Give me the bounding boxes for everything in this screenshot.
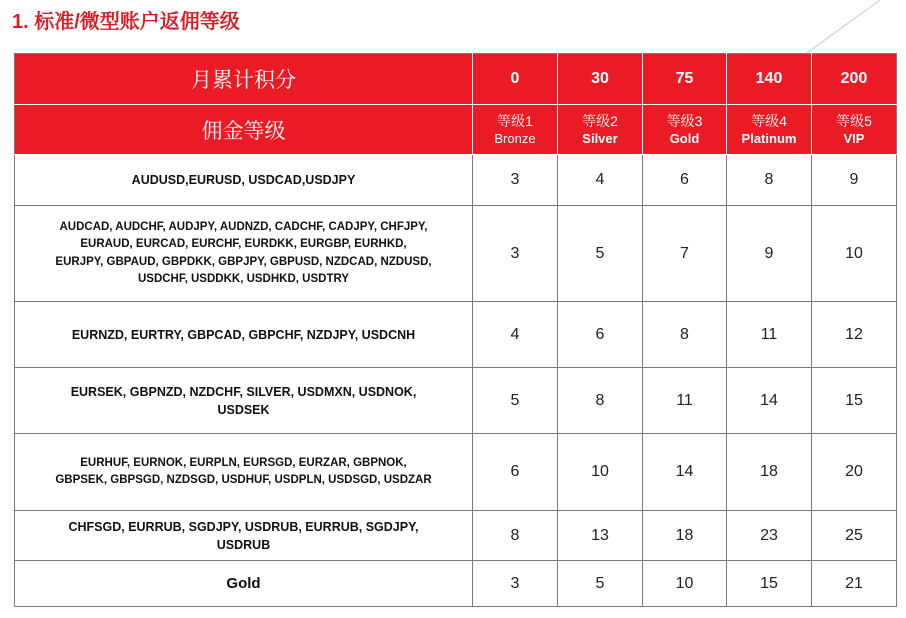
level-label: 佣金等级 — [201, 119, 286, 143]
level-cell — [727, 105, 812, 155]
rebate-value: 10 — [558, 434, 643, 511]
rebate-value: 10 — [812, 206, 897, 302]
rebate-value: 11 — [727, 302, 812, 368]
currency-pairs-cell: AUDCAD, AUDCHF, AUDJPY, AUDNZD, CADCHF, CADJPY, CHFJPY, EURAUD, EURCAD, EURCHF, EURDKK, EURGBP, EURHKD, EURJPY, GBPAUD, GBPDKK, GBPJPY, GBPUSD, NZDCAD, NZDUSD, USDCHF, USDDKK, USDHKD, USDTRY — [15, 206, 473, 302]
rebate-value: 13 — [558, 511, 643, 561]
points-label: 月累计积分 — [191, 69, 296, 92]
level-tier: Silver — [582, 130, 618, 146]
points-value: 75 — [675, 70, 694, 87]
level-header-row — [15, 105, 897, 155]
level-tier: Gold — [669, 130, 700, 146]
rebate-value: 6 — [473, 434, 558, 511]
rebate-value: 14 — [643, 434, 727, 511]
rebate-value: 20 — [812, 434, 897, 511]
level-name: 等级5 — [836, 112, 872, 129]
points-cell — [558, 54, 643, 105]
table-row — [15, 368, 897, 434]
points-value: 140 — [755, 70, 783, 87]
currency-pairs-cell: Gold — [15, 561, 473, 607]
rebate-value: 15 — [812, 368, 897, 434]
rebate-value: 3 — [473, 561, 558, 607]
level-label-cell — [15, 105, 473, 155]
level-cell — [643, 105, 727, 155]
rebate-value: 23 — [727, 511, 812, 561]
currency-pairs-cell: EURSEK, GBPNZD, NZDCHF, SILVER, USDMXN, USDNOK, USDSEK — [15, 368, 473, 434]
points-cell — [643, 54, 727, 105]
rebate-value: 8 — [473, 511, 558, 561]
rebate-value: 4 — [558, 155, 643, 206]
section-title: 1. 标准/微型账户返佣等级 — [12, 11, 240, 33]
table-row — [15, 302, 897, 368]
rebate-value: 9 — [727, 206, 812, 302]
table-row — [15, 511, 897, 561]
points-cell — [812, 54, 897, 105]
level-tier: Bronze — [494, 130, 536, 146]
rebate-value: 25 — [812, 511, 897, 561]
level-cell — [473, 105, 558, 155]
rebate-value: 12 — [812, 302, 897, 368]
currency-pairs-cell: EURHUF, EURNOK, EURPLN, EURSGD, EURZAR, GBPNOK, GBPSEK, GBPSGD, NZDSGD, USDHUF, USDPLN, USDSGD, USDZAR — [15, 434, 473, 511]
points-label-cell — [15, 54, 473, 105]
points-value: 30 — [591, 70, 609, 87]
rebate-value: 6 — [558, 302, 643, 368]
rebate-value: 8 — [643, 302, 727, 368]
level-tier: Platinum — [741, 130, 797, 146]
currency-pairs-cell: EURNZD, EURTRY, GBPCAD, GBPCHF, NZDJPY, USDCNH — [15, 302, 473, 368]
rebate-value: 11 — [643, 368, 727, 434]
level-tier: VIP — [843, 130, 865, 146]
level-name: 等级1 — [497, 112, 533, 129]
points-value: 0 — [510, 70, 520, 87]
currency-pairs-cell: AUDUSD,EURUSD, USDCAD,USDJPY — [15, 155, 473, 206]
rebate-level-table — [14, 53, 897, 607]
rebate-value: 21 — [812, 561, 897, 607]
points-cell — [727, 54, 812, 105]
rebate-value: 5 — [558, 561, 643, 607]
level-cell — [558, 105, 643, 155]
rebate-value: 9 — [812, 155, 897, 206]
level-cell — [812, 105, 897, 155]
rebate-value: 5 — [473, 368, 558, 434]
level-name: 等级3 — [666, 112, 703, 129]
table-row — [15, 155, 897, 206]
rebate-value: 15 — [727, 561, 812, 607]
rebate-value: 7 — [643, 206, 727, 302]
table-row — [15, 561, 897, 607]
level-name: 等级4 — [751, 112, 787, 129]
level-name: 等级2 — [582, 112, 618, 129]
rebate-value: 18 — [643, 511, 727, 561]
rebate-value: 5 — [558, 206, 643, 302]
rebate-value: 3 — [473, 155, 558, 206]
rebate-value: 18 — [727, 434, 812, 511]
table-row — [15, 434, 897, 511]
table-row — [15, 206, 897, 302]
points-value: 200 — [840, 70, 868, 87]
points-header-row — [15, 54, 897, 105]
rebate-value: 3 — [473, 206, 558, 302]
rebate-value: 8 — [558, 368, 643, 434]
rebate-value: 4 — [473, 302, 558, 368]
rebate-value: 8 — [727, 155, 812, 206]
rebate-value: 14 — [727, 368, 812, 434]
rebate-value: 10 — [643, 561, 727, 607]
points-cell — [473, 54, 558, 105]
rebate-value: 6 — [643, 155, 727, 206]
currency-pairs-cell: CHFSGD, EURRUB, SGDJPY, USDRUB, EURRUB, SGDJPY, USDRUB — [15, 511, 473, 561]
